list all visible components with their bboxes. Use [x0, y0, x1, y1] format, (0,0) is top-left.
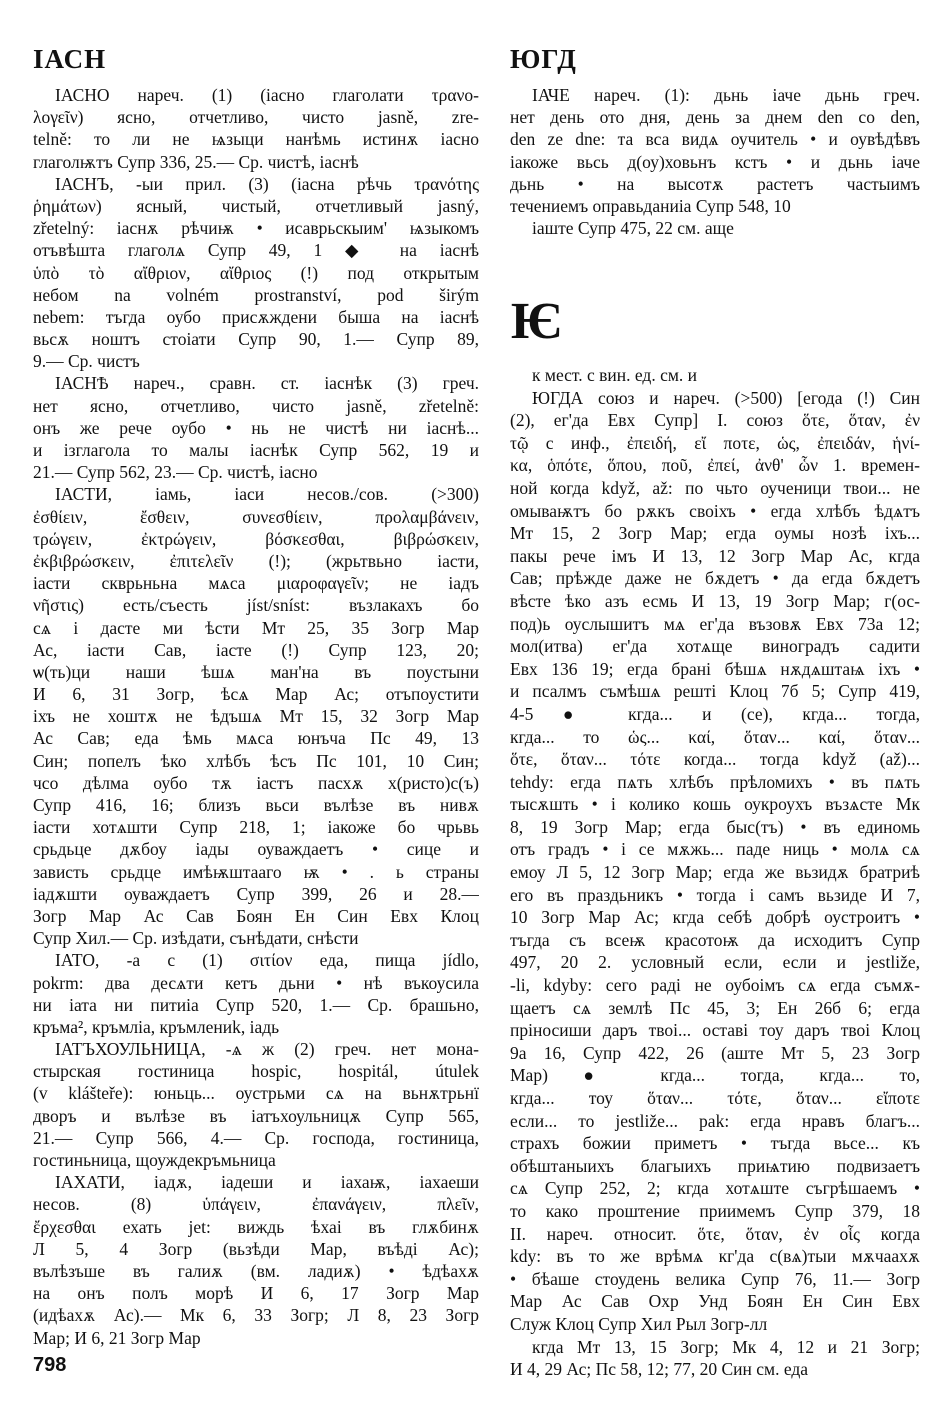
left-column [33, 84, 479, 1349]
text-line: іасти хотѧшти Супр 218, 1; іакоже бо чрьвь [33, 817, 479, 838]
text-line: τῷ с инф., ἐπειδή, εἴ ποτε, ὡς, ἐπειδάν, ἡνί- [510, 432, 920, 453]
text-line: Сав; прѣжде даже не бѫдетъ • да егда бѫдетъ [510, 568, 920, 589]
text-line: ѡ(ть)ци наши ѣшѧ ман'на въ поустыни [33, 661, 479, 682]
text-line: вьсѫ ноштъ стоіати Супр 90, 1.— Супр 89, [33, 329, 479, 350]
text-line: Супр 416, 16; близъ вьси вълѣзе въ нивѫ [33, 795, 479, 815]
text-line: сѧ і дасте ми ѣсти Мт 25, 35 Зогр Мар [33, 617, 479, 638]
text-line: дворъ и вълѣзе въ іатъхоульницѫ Супр 565, [33, 1105, 479, 1126]
text-line: онъ же рече оубо • нь не чистѣ ни іаснѣ... [33, 417, 479, 438]
text-line: кгда... тоу ὅταν... τότε, ὅταν... εἴποτε [510, 1088, 920, 1108]
text-line: и ізглагола то малы іаснѣк Супр 562, 19 и [33, 440, 479, 460]
text-line: на онъ полъ морѣ И 6, 17 Зогр Мар [33, 1283, 479, 1304]
text-line: 8, 19 Зогр Мар; егда быс(тъ) • въ единомь [510, 816, 920, 837]
text-line: мол(итва) ег'да хотѧще виноградъ садити [510, 636, 920, 657]
text-line: нет день ото дня, день за днем den co den, [510, 107, 920, 128]
text-line: ІАСНЪ, -ыи прил. (3) (іасна рѣчь τρανότης [55, 173, 479, 194]
text-line: гостиньница, щоуждекръмьница [33, 1150, 276, 1170]
text-line: 21.— Супр 566, 4.— Ср. господа, гостиница, [33, 1127, 479, 1148]
text-line: telně: то ли не ѩзыци нанѣмь истинѫ іасно [33, 129, 479, 150]
text-line: пріносиши даръ твоі... оставі тоу даръ твоі Клоц [510, 1020, 920, 1041]
text-line: τρώγειν, ἐκτρώγειν, βόσκεσθαι, βιβρώσκειν, [33, 528, 479, 549]
text-line: сѧ Супр 252, 2; кгда хотѧште съгрѣшаемъ • [510, 1178, 920, 1199]
text-line: ὅτε, ὅταν... τότε когда... тогда když (až)... [510, 749, 920, 770]
text-line: 9а 16, Супр 422, 26 (аште Мт 5, 23 Зогр [510, 1042, 920, 1063]
text-line: Ас, іасти Сав, іасте (!) Супр 123, 20; [33, 639, 479, 660]
text-line: небом na volném prostranství, pod širým [33, 284, 479, 305]
text-line: іасти скврьньна мѧса μιαροφαγεῖν; не іадъ [33, 573, 479, 594]
text-line: щаетъ сѧ землѣ Пс 45, 3; Ен 26б 6; егда [510, 997, 920, 1018]
text-line: зависть срьдце имѣѭштааго ѭ • . ь страны [33, 861, 479, 882]
dictionary-entry [510, 217, 920, 239]
text-line: (2), ег'да Евх Супр] I. союз ὅτε, ὅταν, ἐν [510, 410, 920, 431]
text-line: чсо дѣлма оубо тѫ іастъ пасхѫ х(ристо)с(ъ) [33, 772, 479, 793]
text-line: νῆστις) есть/съесть jíst/sníst: възлакахъ бо [33, 595, 479, 616]
text-line: ῥημάτων) ясный, чистый, отчетливый jasný, [33, 195, 479, 216]
text-line: (идѣахѫ Ас).— Мк 6, 33 Зогр; Л 8, 23 Зогр [33, 1305, 479, 1326]
text-line: 9.— Ср. чистъ [33, 351, 140, 372]
text-line: ІАЧЕ нареч. (1): дьнь іаче дьнь греч. [532, 85, 920, 105]
text-line: под)ь оуслышитъ мѧ ег'да възовѫ Евх 73а 12; [510, 613, 920, 634]
text-line: кръма², кръмліа, кръмлениk, іадь [33, 1016, 280, 1037]
dictionary-entry [510, 84, 920, 217]
text-line: 4-5 ● кгда... и (се), кгда... тогда, [510, 703, 920, 724]
text-line: стырская гостиница hospic, hospitál, útulek [33, 1061, 479, 1082]
text-line: іхъ не хоштѫ не ѣдъшѧ Мт 15, 32 Зогр Мар [33, 706, 479, 727]
text-line: Евх 136 19; егда брані бѣшѧ нѫдѧштаѩ іхъ • [510, 658, 920, 679]
text-line: обѣштаныихъ благыихъ приѩтию подвизаетъ [510, 1155, 920, 1176]
text-line: тъгда съ всеѭ красотоѭ да исходитъ Супр [510, 929, 920, 950]
text-line: ὑπὸ τὸ αἴθριον, αἴθριος (!) под открытым [33, 262, 479, 283]
text-line: pokrm: два десѧти кетъ дьни • нѣ въкоусила [33, 972, 479, 993]
text-line: ІАСТИ, іамь, іаси несов./сов. (>300) [55, 484, 479, 505]
text-line: глаголѭтъ Супр 336, 25.— Ср. чистѣ, іаснѣ [33, 151, 359, 172]
text-line: ІАТО, -а с (1) σιτίον еда, пища jídlo, [55, 950, 479, 971]
running-head-left: ІАСН [33, 44, 107, 74]
text-line: ІАСНѢ нареч., сравн. ст. іаснѣк (3) греч. [55, 373, 479, 394]
text-line: II. нареч. относит. ὅτε, ὅταν, ἐν οἷς когда [510, 1223, 920, 1244]
text-line: tehdy: егда пѧть хлѣбъ прѣломихъ • въ пѧть [510, 771, 920, 792]
dictionary-entry [33, 949, 479, 1038]
text-line: дьнь • на высотѫ растетъ частыимъ [510, 173, 920, 194]
text-line: Ас Сав; еда ѣмь мѧса юнъча Пс 49, 13 [33, 728, 479, 749]
text-line: κα, ὁπότε, ὅπου, ποῦ, ἐπεί, ἀνθ' ὧν 1. времен- [510, 455, 920, 476]
text-line: (v klášteře): юньць... оустрьми сѧ на вьнѫтрьнї [33, 1083, 479, 1104]
dictionary-entry [33, 1171, 479, 1349]
text-line: Син; попелъ ѣко хлѣбъ ѣсъ Пс 101, 10 Син; [33, 750, 479, 771]
text-line: вѣсте ѣко азъ есмь И 13, 19 Зогр Мар; г(ос- [510, 590, 920, 611]
page-number: 798 [33, 1354, 67, 1376]
text-line: к мест. с вин. ед. см. и [532, 365, 698, 385]
text-line: несов. (8) ὑπάγειν, ἐπανάγειν, πλεῖν, [33, 1194, 479, 1215]
dictionary-entry [510, 387, 920, 1336]
running-head-right: ЮГД [510, 44, 577, 74]
dictionary-entry [510, 364, 920, 387]
text-line: zřetelný: іаснѫ рѣчиѭ • исаврьскыим' ѩзыкомъ [33, 218, 479, 239]
dictionary-entry [33, 84, 479, 173]
text-line: ІАТЪХОУЛЬНИЦА, -ѧ ж (2) греч. нет мона- [55, 1039, 479, 1060]
text-line: ІАСНО нареч. (1) (іасно глаголати τρανο- [55, 85, 479, 105]
text-line: Служ Клоц Супр Хил Рыл Зогр-лл [510, 1313, 768, 1334]
dictionary-entry [33, 372, 479, 483]
text-line: нет ясно, отчетливо, чисто jasně, zřetelně: [33, 395, 479, 416]
text-line: срьдьце дѫбоу іады оуваждаетъ • сице и [33, 839, 479, 860]
text-line: Л 5, 4 Зогр (вьзѣди Мар, въѣді Ас); [33, 1238, 479, 1259]
section-letter: Ѥ [510, 293, 563, 350]
text-line: тысѫшть • і колико кошь оукроухъ възѧсте Мк [510, 794, 920, 815]
text-line: 497, 20 2. условный если, если и jestliže, [510, 952, 920, 973]
text-line: іадѫшти оуваждаетъ Супр 399, 26 и 28.— [33, 883, 479, 904]
text-line: то како проштение приимемъ Супр 379, 18 [510, 1200, 920, 1221]
text-line: den ze dne: та вса видѧ оучитель • и оувѣдѣвъ [510, 129, 920, 150]
text-line: И 4, 29 Ас; Пс 58, 12; 77, 20 Син см. еда [510, 1359, 809, 1380]
text-line: кгда Мт 13, 15 Зогр; Мк 4, 12 и 21 Зогр; [532, 1336, 920, 1357]
right-column-bottom [510, 364, 920, 1381]
text-line: емоу Л 5, 12 Зогр Мар; егда же вьзидѫ братриѣ [510, 862, 920, 883]
text-line: его въ праздьникъ • тогда і самъ вьзиде И 7, [510, 884, 920, 905]
text-line: отъ градъ • і се мѫжь... паде ниць • молѧ сѧ [510, 839, 920, 860]
text-line: Мар) ● кгда... тогда, кгда... то, [510, 1065, 920, 1086]
text-line: λογεῖν) ясно, отчетливо, чисто jasně, zre- [33, 107, 479, 128]
dictionary-entry [33, 1038, 479, 1171]
dictionary-entry [33, 173, 479, 373]
text-line: Супр Хил.— Ср. изѣдати, сънѣдати, снѣсти [33, 928, 359, 949]
text-line: омываѭтъ бо рѫкъ своіхъ • егда хлѣбъ ѣдѧтъ [510, 500, 920, 521]
text-line: отъвѣшта глаголѧ Супр 49, 1 ◆ на іаснѣ [33, 240, 479, 261]
text-line: nebem: тъгда оубо присѫждени быша на іаснѣ [33, 306, 479, 327]
text-line: Мар Ас Сав Охр Унд Боян Ен Син Евх [510, 1291, 920, 1312]
text-line: • бѣаше стоудень велика Супр 76, 11.— Зогр [510, 1268, 920, 1289]
text-line: ἔρχεσθαι ехать jet: виждь ѣхаі въ глѫбинѫ [33, 1216, 479, 1237]
text-line: kdy: въ то же врѣмѧ кг'да с(вѧ)тыи мѫчаахѫ [510, 1246, 920, 1267]
text-line: Зогр Мар Ас Сав Боян Ен Син Евх Клоц [33, 905, 479, 926]
text-line: ЮГДА союз и нареч. (>500) [егода (!) Син [532, 387, 920, 408]
text-line: если... то jestliže... pak: егда нравъ благъ... [510, 1110, 920, 1131]
text-line: И 6, 31 Зогр, ѣсѧ Мар Ас; отъпоустити [33, 684, 479, 705]
text-line: страхъ божии приметъ • тъгда вьсе... къ [510, 1133, 920, 1154]
text-line: ІАХАТИ, іадѫ, іадеши и іахаѭ, іахаеши [55, 1172, 479, 1193]
right-column-top [510, 84, 920, 239]
dictionary-entry [510, 1336, 920, 1381]
text-line: и псалмъ съмѣшѧ решті Клоц 7б 5; Супр 419, [510, 681, 920, 702]
text-line: Мт 15, 2 Зогр Мар; егда оумы нозѣ іхъ... [510, 523, 920, 544]
text-line: течениемъ оправьданиіа Супр 548, 10 [510, 195, 791, 216]
text-line: кгда... то ὡς... καί, ὅταν... καί, ὅταν... [510, 726, 920, 747]
dictionary-entry [33, 483, 479, 949]
text-line: іакоже вьсь д(оу)ховьнъ кстъ • и дьнь іаче [510, 151, 920, 172]
text-line: ни іата ни питиіа Супр 520, 1.— Ср. брашьно, [33, 994, 479, 1015]
text-line: ἐσθίειν, ἔσθειν, συνεσθίειν, προλαμβάνειν, [33, 506, 479, 527]
text-line: іаште Супр 475, 22 см. аще [532, 218, 734, 239]
text-line: ἐκβιβρώσκειν, ἐπιτελεῖν (!); (жрьтвьно іасти, [33, 550, 479, 571]
text-line: -li, kdyby: сего раді не оубоімъ сѧ егда съмѫ- [510, 975, 920, 996]
text-line: ной когда když, až: по чьто оученици твои... не [510, 477, 920, 498]
text-line: Мар; И 6, 21 Зогр Мар [33, 1327, 201, 1348]
text-line: 10 Зогр Мар Ас; кгда себѣ добрѣ оустроитъ • [510, 907, 920, 928]
text-line: вълѣзъше въ галиѫ (вм. ладиѫ) • ѣдѣахѫ [33, 1260, 479, 1281]
text-line: 21.— Супр 562, 23.— Ср. чистѣ, іасно [33, 462, 318, 483]
text-line: пакы рече імъ И 13, 12 Зогр Мар Ас, кгда [510, 545, 920, 566]
